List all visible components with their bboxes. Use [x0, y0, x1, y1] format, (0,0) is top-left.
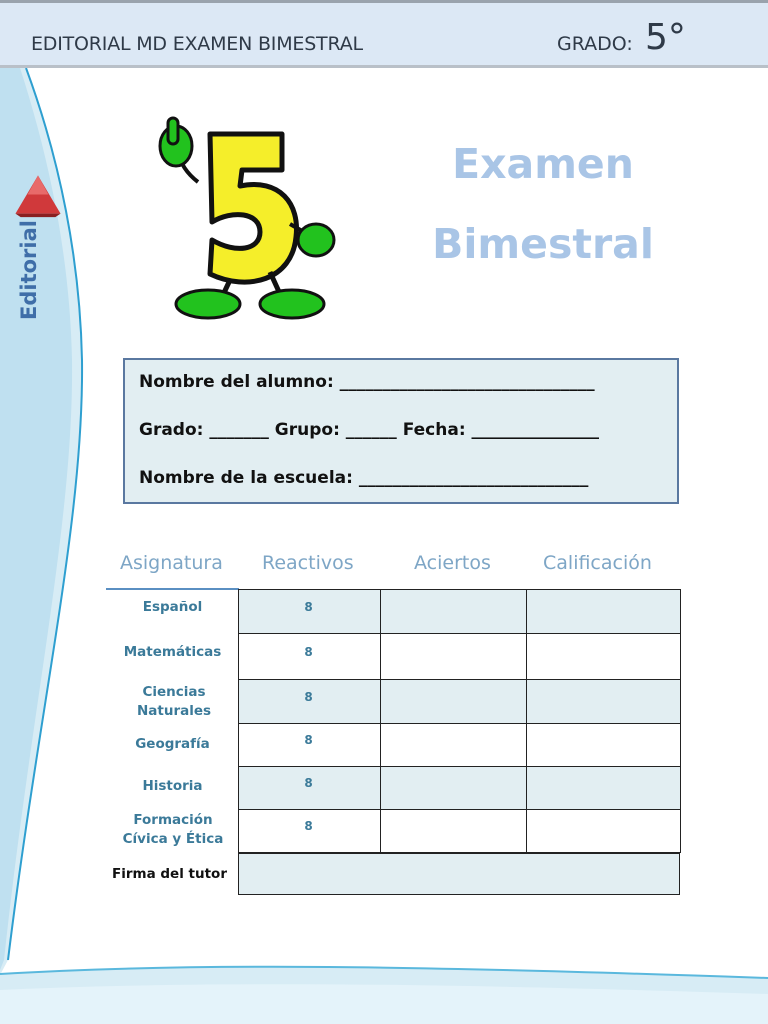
calificacion-cell[interactable] [527, 767, 681, 810]
grade-group-date-field[interactable]: Grado: _______ Grupo: ______ Fecha: _______________ [139, 420, 600, 440]
col-header-aciertos: Aciertos [414, 552, 491, 574]
signature-label: Firma del tutor [112, 866, 227, 882]
school-name-field[interactable]: Nombre de la escuela: ___________________________ [139, 468, 589, 488]
reactivos-value: 8 [304, 600, 313, 614]
subject-formacion-civica: Formación Cívica y Ética [122, 812, 224, 847]
header-title: EDITORIAL MD EXAMEN BIMESTRAL [31, 33, 363, 55]
calificacion-cell[interactable] [527, 590, 681, 634]
aciertos-cell[interactable] [381, 590, 527, 634]
col-header-reactivos: Reactivos [262, 552, 354, 574]
side-decoration [0, 0, 90, 1024]
exam-title-line1: Examen [452, 140, 634, 188]
calificacion-cell[interactable] [527, 724, 681, 767]
aciertos-cell[interactable] [381, 810, 527, 853]
bottom-wave-decoration [0, 960, 768, 1024]
signature-field[interactable] [238, 853, 680, 895]
header-grade-value: 5° [645, 17, 686, 58]
calificacion-cell[interactable] [527, 634, 681, 680]
exam-title-line2: Bimestral [432, 220, 654, 268]
exam-title [410, 124, 676, 284]
header-grade-label: GRADO: [557, 33, 633, 55]
subject-espanol: Español [142, 599, 203, 615]
reactivos-value: 8 [304, 645, 313, 659]
aciertos-cell[interactable] [381, 634, 527, 680]
reactivos-value: 8 [304, 733, 313, 747]
subject-geografia: Geografía [135, 736, 210, 752]
header-divider [106, 588, 239, 590]
page-header [0, 0, 768, 68]
student-name-field[interactable]: Nombre del alumno: ______________________________ [139, 372, 595, 392]
aciertos-cell[interactable] [381, 724, 527, 767]
calificacion-cell[interactable] [527, 810, 681, 853]
number-five-mascot [150, 112, 350, 327]
calificacion-cell[interactable] [527, 680, 681, 724]
reactivos-value: 8 [304, 776, 313, 790]
subject-historia: Historia [142, 778, 203, 794]
col-header-asignatura: Asignatura [120, 552, 223, 574]
col-header-calificacion: Calificación [543, 552, 652, 574]
student-info-box [123, 358, 679, 504]
score-table [238, 589, 681, 853]
brand-name: Editorial [17, 220, 41, 320]
subject-ciencias-naturales: Ciencias Naturales [136, 684, 212, 719]
aciertos-cell[interactable] [381, 680, 527, 724]
subject-matematicas: Matemáticas [123, 644, 222, 660]
reactivos-value: 8 [304, 690, 313, 704]
reactivos-value: 8 [304, 819, 313, 833]
aciertos-cell[interactable] [381, 767, 527, 810]
